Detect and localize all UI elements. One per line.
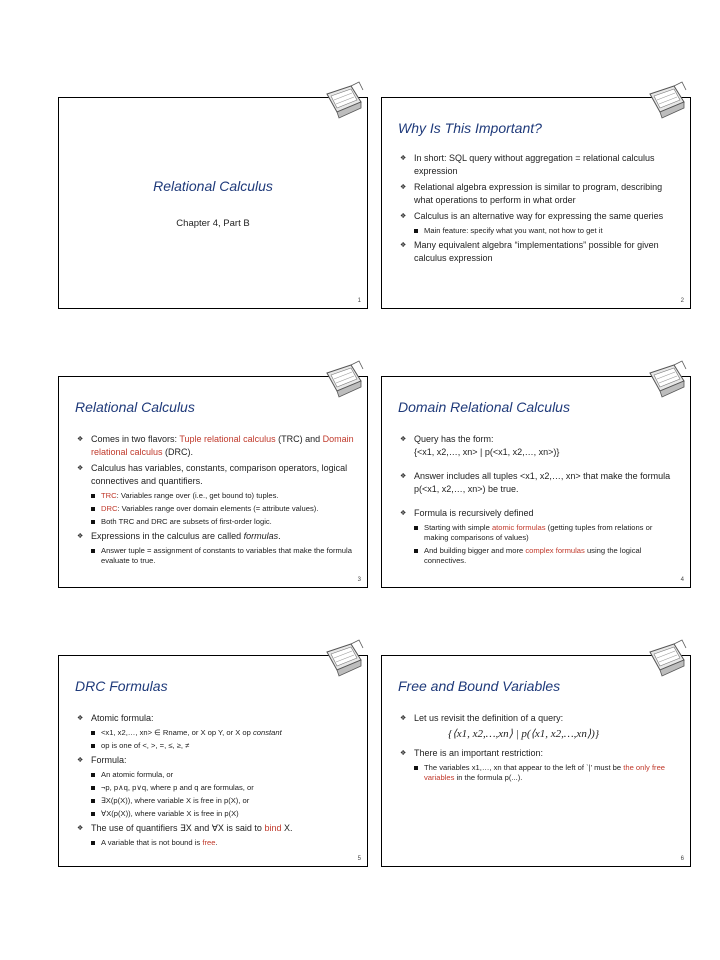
notepad-icon <box>644 359 688 403</box>
slide-number: 3 <box>357 577 361 583</box>
slide-4 <box>381 376 691 588</box>
notepad-icon <box>644 80 688 124</box>
notepad-icon <box>644 638 688 682</box>
sub-bullet: ¬p, p∧q, p∨q, where p and q are formulas, or <box>77 783 355 793</box>
sub-bullet: Both TRC and DRC are subsets of first-order logic. <box>77 517 355 527</box>
sub-bullet: And building bigger and more complex formulas using the logical connectives. <box>400 546 678 566</box>
slide-body <box>400 152 678 268</box>
bullet: ❖ Atomic formula: <box>77 712 355 725</box>
sub-bullet: op is one of <, >, =, ≤, ≥, ≠ <box>77 741 355 751</box>
bullet: ❖ Formula is recursively defined <box>400 507 678 520</box>
bullet: ❖ Query has the form: {<x1, x2,…, xn> | p(<x1, x2,…, xn>)} <box>400 433 678 459</box>
bullet: ❖ There is an important restriction: <box>400 747 678 760</box>
slide-title: Free and Bound Variables <box>398 678 561 694</box>
sub-bullet: ∃X(p(X)), where variable X is free in p(X), or <box>77 796 355 806</box>
bullet: ❖ Expressions in the calculus are called formulas. <box>77 530 355 543</box>
slide-title: DRC Formulas <box>75 678 168 694</box>
bullet: ❖ The use of quantifiers ∃X and ∀X is said to bind X. <box>77 822 355 835</box>
sub-bullet: A variable that is not bound is free. <box>77 838 355 848</box>
slide-title: Why Is This Important? <box>398 120 542 136</box>
slide-6 <box>381 655 691 867</box>
slide-number: 4 <box>680 577 684 583</box>
slide-1 <box>58 97 368 309</box>
bullet: ❖ Formula: <box>77 754 355 767</box>
slide-body <box>400 712 678 786</box>
bullet: ❖ Answer includes all tuples <x1, x2,…, xn> that make the formula p(<x1, x2,…, xn>) be true. <box>400 470 678 496</box>
sub-bullet: An atomic formula, or <box>77 770 355 780</box>
slide-number: 2 <box>680 298 684 304</box>
slide-body <box>400 433 678 569</box>
slide-subtitle: Chapter 4, Part B <box>176 218 250 229</box>
bullet: ❖ Calculus is an alternative way for expressing the same queries <box>400 210 678 223</box>
sub-bullet: Answer tuple = assignment of constants to variables that make the formula evaluate to true. <box>77 546 355 566</box>
bullet: ❖ Many equivalent algebra “implementations” possible for given calculus expression <box>400 239 678 265</box>
notepad-icon <box>321 80 365 124</box>
slide-2 <box>381 97 691 309</box>
sub-bullet: Starting with simple atomic formulas (getting tuples from relations or making comparisons of values) <box>400 523 678 543</box>
query-formula: {⟨x1, x2,…,xn⟩ | p(⟨x1, x2,…,xn⟩)} <box>448 728 600 740</box>
bullet: ❖ Relational algebra expression is similar to program, describing what operations to perform in what order <box>400 181 678 207</box>
slide-title: Relational Calculus <box>153 178 273 194</box>
sub-bullet: TRC: Variables range over (i.e., get bound to) tuples. <box>77 491 355 501</box>
slide-number: 5 <box>357 856 361 862</box>
slide-title: Relational Calculus <box>75 399 195 415</box>
sub-bullet: Main feature: specify what you want, not how to get it <box>400 226 678 236</box>
slide-body <box>77 433 355 569</box>
slide-body <box>77 712 355 851</box>
sub-bullet: ∀X(p(X)), where variable X is free in p(X) <box>77 809 355 819</box>
slide-5 <box>58 655 368 867</box>
slide-number: 1 <box>357 298 361 304</box>
slide-3 <box>58 376 368 588</box>
slide-title: Domain Relational Calculus <box>398 399 570 415</box>
sub-bullet: The variables x1,…, xn that appear to the left of `|’ must be the only free variables in the formula p(...). <box>400 763 678 783</box>
bullet: ❖ Comes in two flavors: Tuple relational calculus (TRC) and Domain relational calculus (DRC). <box>77 433 355 459</box>
bullet: ❖ In short: SQL query without aggregation = relational calculus expression <box>400 152 678 178</box>
bullet: ❖ Let us revisit the definition of a query: <box>400 712 678 725</box>
slide-number: 6 <box>680 856 684 862</box>
sub-bullet: <x1, x2,…, xn> ∈ Rname, or X op Y, or X op constant <box>77 728 355 738</box>
notepad-icon <box>321 638 365 682</box>
bullet: ❖ Calculus has variables, constants, comparison operators, logical connectives and quantifiers. <box>77 462 355 488</box>
sub-bullet: DRC: Variables range over domain elements (= attribute values). <box>77 504 355 514</box>
notepad-icon <box>321 359 365 403</box>
